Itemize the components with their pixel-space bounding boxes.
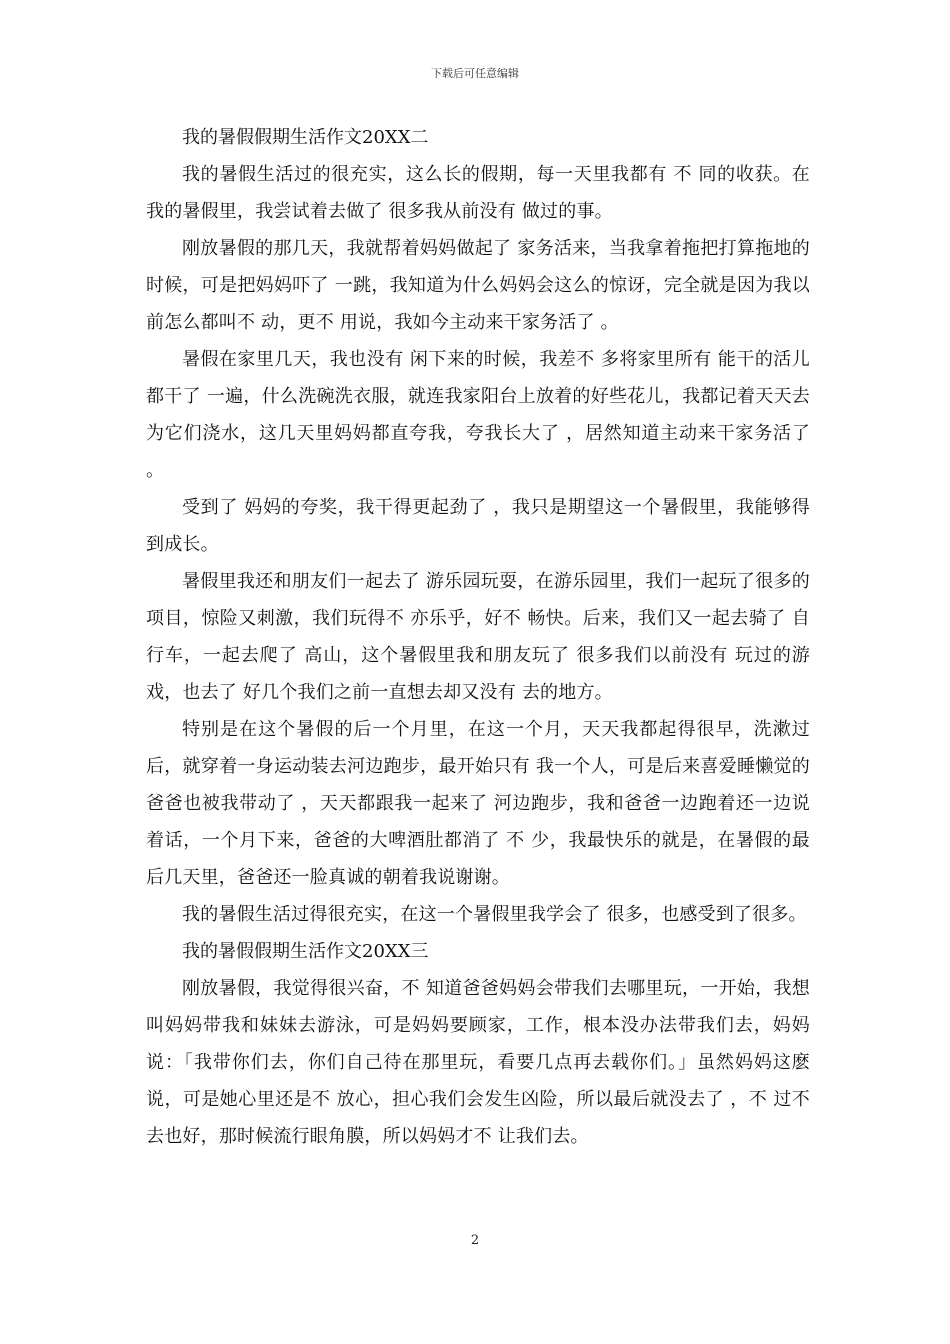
paragraph: 刚放暑假的那几天，我就帮着妈妈做起了 家务活来，当我拿着拖把打算拖地的时候，可是把妈妈吓了 一跳，我知道为什么妈妈会这么的惊讶，完全就是因为我以前怎么都叫不 动，更不 用说，我如今主动来干家务活了 。 — [146, 238, 810, 333]
paragraph: 刚放暑假，我觉得很兴奋，不 知道爸爸妈妈会带我们去哪里玩，一开始，我想叫妈妈带我和妹妹去游泳，可是妈妈要顾家，工作，根本没办法带我们去，妈妈说：「我带你们去，你们自己待在那里玩，看要几点再去载你们。」虽然妈妈这麽说，可是她心里还是不 放心，担心我们会发生凶险，所以最后就没去了 ，不 过不 去也好，那时候流行眼角膜，所以妈妈才不 让我们去。 — [146, 978, 810, 1147]
paragraph: 特别是在这个暑假的后一个月里，在这一个月，天天我都起得很早，洗漱过后，就穿着一身运动装去河边跑步，最开始只有 我一个人，可是后来喜爱睡懒觉的爸爸也被我带动了 ，天天都跟我一起来了 河边跑步，我和爸爸一边跑着还一边说着话，一个月下来，爸爸的大啤酒肚都消了 不 少，我最快乐的就是，在暑假的最后几天里，爸爸还一脸真诚的朝着我说谢谢。 — [146, 719, 810, 888]
paragraph: 我的暑假生活过得很充实，在这一个暑假里我学会了 很多，也感受到了很多。 — [182, 904, 807, 925]
paragraph: 暑假里我还和朋友们一起去了 游乐园玩耍，在游乐园里，我们一起玩了很多的项目，惊险又刺激，我们玩得不 亦乐乎，好不 畅快。后来，我们又一起去骑了 自行车，一起去爬了 高山，这个暑假里我和朋友玩了 很多我们以前没有 玩过的游戏，也去了 好几个我们之前一直想去却又没有 去的地方。 — [146, 571, 810, 703]
paragraph: 受到了 妈妈的夸奖，我干得更起劲了 ，我只是期望这一个暑假里，我能够得到成长。 — [146, 497, 810, 555]
page-header: 下载后可任意编辑 — [431, 67, 519, 80]
paragraph: 暑假在家里几天，我也没有 闲下来的时候，我差不 多将家里所有 能干的活儿都干了 一遍，什么洗碗洗衣服，就连我家阳台上放着的好些花儿，我都记着天天去为它们浇水，这几天里妈妈都直夸我，夸我长大了 ，居然知道主动来干家务活了 。 — [146, 349, 810, 481]
document-body — [146, 119, 810, 1155]
page-number: 2 — [470, 1233, 480, 1248]
section-heading: 我的暑假假期生活作文20XX三 — [182, 941, 429, 962]
paragraph: 我的暑假生活过的很充实，这么长的假期，每一天里我都有 不 同的收获。在我的暑假里，我尝试着去做了 很多我从前没有 做过的事。 — [146, 164, 810, 222]
section-heading: 我的暑假假期生活作文20XX二 — [182, 127, 429, 148]
